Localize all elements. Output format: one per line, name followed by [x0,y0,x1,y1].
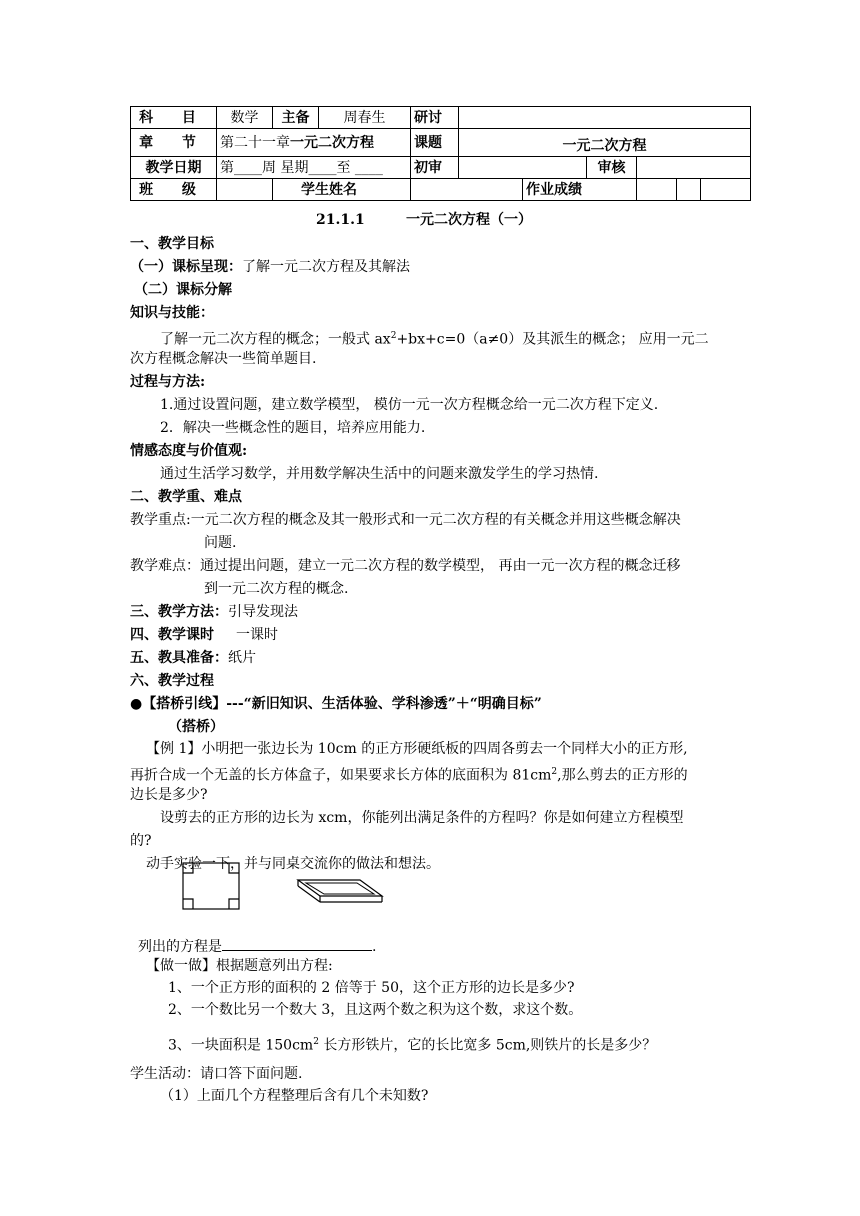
knowledge-line-2: 次方程概念解决一些简单题目. [130,351,317,367]
heading-key-points: 二、教学重、难点 [130,489,242,505]
example-1-line-5: 的? [130,833,152,849]
knowledge-text-a: 了解一元二次方程的概念；一般式 ax [160,331,391,348]
teaching-method-label: 三、教学方法： [130,604,228,620]
chapter-value [217,129,411,157]
header-table [130,106,751,201]
bridge-heading: ●【搭桥引线】---“新旧知识、生活体验、学科渗透”＋“明确目标” [130,696,542,712]
example-1-line-4: 设剪去的正方形的边长为 xcm，你能列出满足条件的方程吗？你是如何建立方程模型 [160,810,684,826]
student-activity: 学生活动：请口答下面问题. [130,1066,303,1082]
section-number: 21.1.1 [316,212,365,228]
class-hours [130,627,278,643]
topic-value: 一元二次方程 [459,129,751,157]
subject-label: 科 目 [131,107,217,129]
heading-teaching-goals: 一、教学目标 [130,236,214,252]
equation-blank[interactable] [222,936,372,951]
class-value [217,179,273,201]
key-point-line-2: 问题. [204,535,237,551]
student-name-value [411,179,523,201]
curriculum-presentation [130,259,410,275]
question-3 [168,1034,656,1054]
example-1-text-b2: ,那么剪去的正方形的 [557,767,688,784]
homework-value-2 [677,179,701,201]
process-item-1: 1.通过设置问题，建立数学模型， 模仿一元一次方程概念给一元二次方程下定义. [160,397,659,413]
review-label: 初审 [411,157,459,179]
homework-label: 作业成绩 [523,179,637,201]
example-1-text-b: 再折合成一个无盖的长方体盒子，如果要求长方体的底面积为 81cm [130,767,552,784]
example-1-line-1: 【例 1】小明把一张边长为 10cm 的正方形硬纸板的四周各剪去一个同样大小的正方形, [146,741,688,757]
example-1-line-6: 动手实验一下，并与同桌交流你的做法和想法。 [146,856,440,872]
homework-value-1 [637,179,677,201]
teaching-method [130,604,298,620]
example-1-line-2 [130,764,688,784]
knowledge-sup: 2 [390,331,397,341]
process-title: 过程与方法: [130,374,206,390]
header-row-2 [131,129,751,157]
lead-label: 主备 [273,107,319,129]
review-value [459,157,587,179]
cut-square-figure [182,862,242,912]
heading-teaching-process: 六、教学过程 [130,673,214,689]
curriculum-breakdown: （二）课标分解 [134,282,232,298]
chapter-label: 章 节 [131,129,217,157]
open-box-figure [296,872,384,910]
header-row-1 [131,107,751,129]
knowledge-text-b: +bx+c=0（a≠0）及其派生的概念； 应用一元二 [396,331,709,348]
teaching-aids-text: 纸片 [228,650,256,666]
chapter-title: 一元二次方程 [290,134,374,151]
curriculum-presentation-text: 了解一元二次方程及其解法 [242,259,410,275]
question-3-sup: 2 [313,1037,319,1047]
curriculum-presentation-label: （一）课标呈现： [130,259,242,275]
emotion-title: 情感态度与价值观: [130,443,248,459]
key-point-line-1: 教学重点:一元二次方程的概念及其一般形式和一元二次方程的有关概念并用这些概念解决 [130,512,681,528]
question-2: 2、一个数比另一个数大 3，且这两个数之积为这个数，求这个数。 [168,1002,583,1018]
example-1-line-3: 边长是多少? [130,787,208,803]
process-item-2: 2．解决一些概念性的题目，培养应用能力. [160,420,426,436]
date-label: 教学日期 [131,157,217,179]
student-name-label: 学生姓名 [273,179,411,201]
knowledge-title: 知识与技能： [130,305,214,321]
question-1: 1、一个正方形的面积的 2 倍等于 50，这个正方形的边长是多少? [168,980,575,996]
chapter-prefix: 第二十一章 [220,134,290,151]
header-row-3 [131,157,751,179]
lead-value: 周春生 [319,107,411,129]
question-3-text-a: 3、一块面积是 150cm [168,1037,314,1054]
student-activity-q1: （1）上面几个方程整理后含有几个未知数? [160,1088,429,1104]
do-it-heading: 【做一做】根据题意列出方程: [146,958,333,974]
topic-label: 课题 [411,129,459,157]
research-label: 研讨 [411,107,459,129]
audit-value [637,157,751,179]
date-value: 第____周 星期____至 ____ [217,157,411,179]
class-hours-label: 四、教学课时 [130,627,214,643]
question-3-text-b: 长方形铁片，它的长比宽多 5cm,则铁片的长是多少？ [318,1037,657,1054]
audit-label: 审核 [587,157,637,179]
class-label: 班 级 [131,179,217,201]
equation-label: 列出的方程是 [138,939,222,955]
class-hours-text: 一课时 [236,627,278,643]
research-value [459,107,751,129]
difficulty-line-2: 到一元二次方程的概念. [204,581,349,597]
homework-value-3 [701,179,751,201]
difficulty-line-1: 教学难点：通过提出问题，建立一元二次方程的数学模型， 再由一元一次方程的概念迁移 [130,558,681,574]
teaching-aids-label: 五、教具准备： [130,650,228,666]
header-row-4 [131,179,751,201]
equation-line [138,936,376,955]
knowledge-line-1 [160,328,709,348]
section-title: 一元二次方程（一） [406,212,532,228]
equation-end: . [372,939,377,955]
subject-value: 数学 [217,107,273,129]
emotion-text: 通过生活学习数学，并用数学解决生活中的问题来激发学生的学习热情. [160,466,599,482]
example-1-sup: 2 [551,767,558,777]
teaching-aids [130,650,256,666]
bridge-subheading: （搭桥） [168,719,224,735]
teaching-method-text: 引导发现法 [228,604,298,620]
